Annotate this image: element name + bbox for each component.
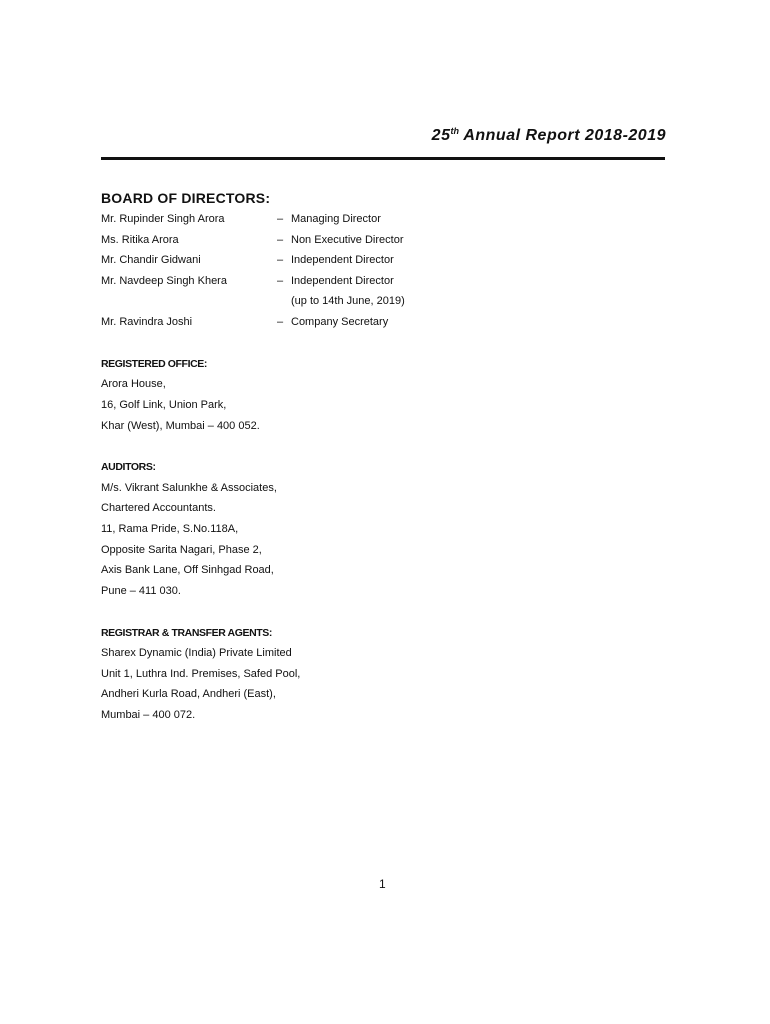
registrar-line: Mumbai – 400 072. [101, 709, 196, 721]
director-role: Managing Director [291, 213, 381, 225]
director-dash: – [277, 275, 284, 287]
director-row [101, 275, 521, 291]
auditor-line: M/s. Vikrant Salunkhe & Associates, [101, 482, 277, 494]
page-number: 1 [379, 877, 386, 891]
registrar-heading: REGISTRAR & TRANSFER AGENTS: [101, 627, 272, 639]
director-row [101, 234, 521, 250]
director-row [101, 316, 521, 332]
registrar-line: Andheri Kurla Road, Andheri (East), [101, 688, 276, 700]
address-line: Arora House, [101, 378, 166, 390]
address-line: Khar (West), Mumbai – 400 052. [101, 420, 260, 432]
registrar-line: Sharex Dynamic (India) Private Limited [101, 647, 292, 659]
address-line: 16, Golf Link, Union Park, [101, 399, 227, 411]
director-name: Mr. Rupinder Singh Arora [101, 213, 225, 225]
director-dash: – [277, 254, 284, 266]
registrar-line: Unit 1, Luthra Ind. Premises, Safed Pool, [101, 668, 301, 680]
director-role: Independent Director [291, 275, 394, 287]
director-dash: – [277, 213, 284, 225]
header-divider [101, 157, 665, 160]
auditor-line: Opposite Sarita Nagari, Phase 2, [101, 544, 262, 556]
auditor-line: Chartered Accountants. [101, 502, 216, 514]
director-role: Non Executive Director [291, 234, 404, 246]
report-title [432, 126, 666, 145]
board-heading: BOARD OF DIRECTORS: [101, 190, 271, 206]
registered-office-heading: REGISTERED OFFICE: [101, 358, 207, 370]
director-dash: – [277, 234, 284, 246]
director-row [101, 254, 521, 270]
auditors-heading: AUDITORS: [101, 461, 156, 473]
auditor-line: Axis Bank Lane, Off Sinhgad Road, [101, 564, 274, 576]
report-title-text: Annual Report 2018-2019 [458, 127, 666, 144]
auditor-line: Pune – 411 030. [101, 585, 181, 597]
director-role: Independent Director [291, 254, 394, 266]
report-title-ordinal: 25 [431, 127, 451, 144]
auditor-line: 11, Rama Pride, S.No.118A, [101, 523, 239, 535]
director-name: Mr. Navdeep Singh Khera [101, 275, 227, 287]
director-tenure-note: (up to 14th June, 2019) [291, 295, 405, 307]
director-role: Company Secretary [291, 316, 389, 328]
report-title-ordinal-suffix: th [450, 126, 459, 136]
director-note-row [101, 295, 521, 311]
director-dash: – [277, 316, 284, 328]
director-row [101, 213, 521, 229]
director-name: Ms. Ritika Arora [101, 234, 179, 246]
director-name: Mr. Chandir Gidwani [101, 254, 201, 266]
director-name: Mr. Ravindra Joshi [101, 316, 193, 328]
